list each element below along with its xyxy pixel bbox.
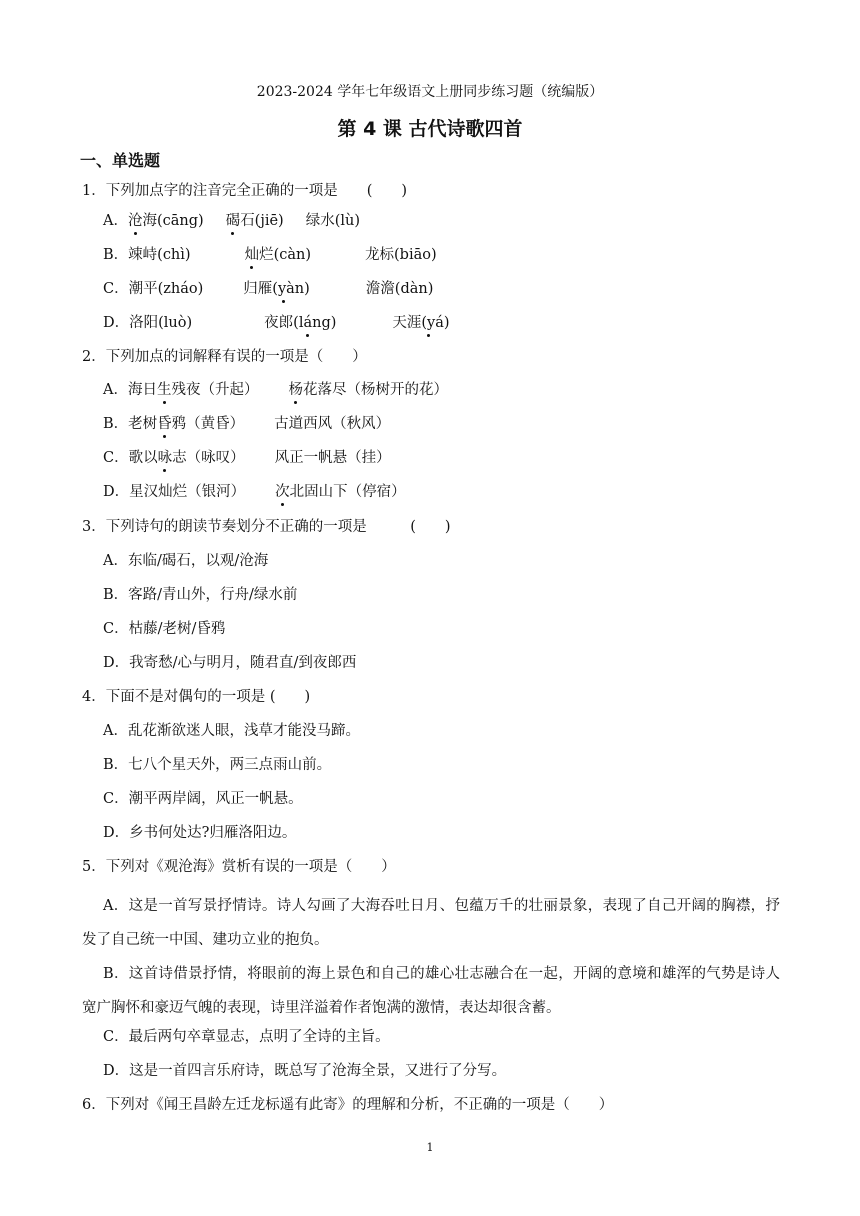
question-2-option-c [103, 448, 391, 468]
option-text: 北固山下（停宿） [289, 484, 406, 500]
question-3-option-d: D．我寄愁/心与明月，随君直/到夜郎西 [103, 655, 357, 671]
option-text: 风（秋风） [317, 416, 391, 432]
dotted-char: 碣 [225, 213, 241, 229]
option-text: 夜 [264, 315, 279, 331]
option-label: D． [103, 315, 130, 331]
question-5-option-b: B．这首诗借景抒情，将眼前的海上景色和自己的雄心壮志融合在一起，开阔的意境和雄浑的气势是诗人宽广胸怀和豪迈气魄的表现，诗里洋溢着作者饱满的激情，表达却很含蓄。 [82, 966, 780, 1016]
question-4-option-d: D．乡书何处达?归雁洛阳边。 [103, 825, 297, 841]
question-1-option-b [103, 245, 437, 265]
lesson-title: 第 4 课 古代诗歌四首 [337, 118, 523, 140]
option-text: 烂(càn) [259, 247, 311, 263]
option-label: A． [103, 213, 128, 229]
dotted-char: 沧 [127, 213, 143, 229]
question-3-option-b: B．客路/青山外，行舟/绿水前 [103, 587, 298, 603]
question-3-stem: 3．下列诗句的朗读节奏划分不正确的一项是 ( ) [82, 519, 451, 535]
option-text: 潮平(zháo) [128, 281, 204, 297]
question-1-option-c [103, 279, 433, 299]
dotted-char: 次 [275, 484, 290, 500]
option-text: 天 [392, 315, 407, 331]
document-header: 2023-2024 学年七年级语文上册同步练习题（统编版） [256, 84, 604, 100]
question-5-option-c: C．最后两句卒章显志，点明了全诗的主旨。 [103, 1029, 390, 1045]
question-5-option-d: D．这是一首四言乐府诗，既总写了沧海全景，又进行了分写。 [103, 1063, 507, 1079]
dotted-char: 郎(láng) [278, 315, 337, 331]
question-5-option-a: A．这是一首写景抒情诗。诗人勾画了大海吞吐日月、包蕴万千的壮丽景象，表现了自己开阔的胸襟，抒发了自己统一中国、建功立业的抱负。 [82, 898, 780, 948]
dotted-char: 昏 [157, 416, 172, 432]
option-text: 风正一帆 [274, 450, 333, 466]
option-text: 灿烂（银河） [158, 484, 246, 500]
question-2-option-a [103, 380, 448, 400]
option-text: 悬（挂） [332, 450, 391, 466]
option-text: 花落尽（杨树开的花） [302, 382, 448, 398]
option-text: 洛阳(luò) [129, 315, 193, 331]
dotted-char: 涯(yá) [406, 315, 450, 331]
question-4-option-c: C．潮平两岸阔，风正一帆悬。 [103, 791, 303, 807]
dotted-char: 灿 [244, 247, 260, 263]
option-text: 志（咏叹） [172, 450, 245, 466]
option-text: 绿水(lù) [305, 213, 361, 229]
section-heading: 一、单选题 [80, 151, 161, 170]
option-text: 归 [243, 281, 258, 297]
question-4-option-b: B．七八个星天外，两三点雨山前。 [103, 757, 332, 773]
question-2-option-d [103, 482, 406, 502]
option-text: 竦峙(chì) [128, 247, 191, 263]
question-4-option-a: A．乱花渐欲迷人眼，浅草才能没马蹄。 [103, 723, 360, 739]
option-text: D．星汉 [103, 484, 159, 500]
question-2-option-b [103, 414, 390, 434]
option-text: 龙 [365, 247, 380, 263]
option-label: C． [103, 281, 129, 297]
option-label: B． [103, 247, 129, 263]
question-5-stem: 5．下列对《观沧海》赏析有误的一项是（ ） [82, 859, 396, 875]
option-text: 澹澹(dàn) [365, 281, 434, 297]
option-text: A．海日 [103, 382, 157, 398]
option-text: 残夜（升起） [171, 382, 259, 398]
option-text: 古道西 [274, 416, 318, 432]
dotted-char: 咏 [157, 450, 173, 466]
question-1-option-a [103, 211, 360, 231]
option-text: B．老树 [103, 416, 158, 432]
question-3-option-a: A．东临/碣石，以观/沧海 [103, 553, 269, 569]
option-text: 海(cāng) [142, 213, 204, 229]
question-4-stem: 4．下面不是对偶句的一项是 ( ) [82, 689, 311, 705]
question-6-stem: 6．下列对《闻王昌龄左迁龙标遥有此寄》的理解和分析，不正确的一项是（ ） [82, 1097, 614, 1113]
option-text: C．歌以 [103, 450, 158, 466]
option-text: 鸦（黄昏） [171, 416, 245, 432]
dotted-char: 雁(yàn) [257, 281, 310, 297]
dotted-char: 杨 [288, 382, 303, 398]
question-1-stem: 1．下列加点字的注音完全正确的一项是 ( ) [82, 183, 408, 199]
question-2-stem: 2．下列加点的词解释有误的一项是（ ） [82, 349, 367, 365]
question-1-option-d [103, 313, 450, 333]
question-3-option-c: C．枯藤/老树/昏鸦 [103, 621, 226, 637]
page-number: 1 [426, 1141, 434, 1154]
option-text: 标(biāo) [379, 247, 437, 263]
dotted-char: 生 [156, 382, 172, 398]
option-text: 石(jiē) [240, 213, 284, 229]
